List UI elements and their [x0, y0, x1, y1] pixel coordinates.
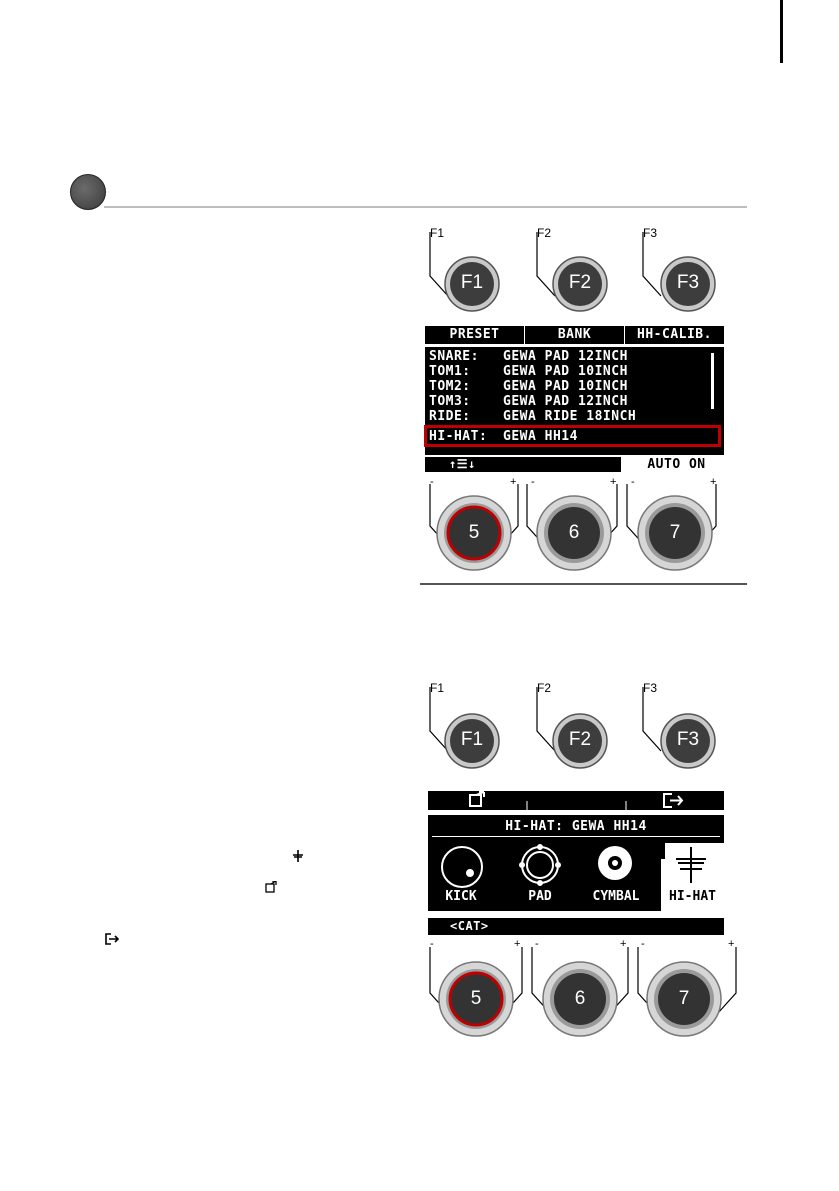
- section-bullet: [70, 174, 106, 210]
- icon-bar-graphics: [428, 791, 724, 810]
- knob-7-plus: +: [710, 476, 717, 488]
- tab-bank[interactable]: BANK: [524, 326, 624, 344]
- hihat-small-icon: [292, 850, 304, 862]
- list-item-pad: GEWA PAD 12INCH: [503, 349, 628, 364]
- kick-icon: [442, 847, 482, 887]
- device-panel-2: [424, 681, 734, 1051]
- list-item-pad: GEWA RIDE 18INCH: [503, 409, 637, 420]
- icon-bar: [428, 791, 724, 810]
- open-small-icon: [265, 881, 277, 893]
- knob-7-minus: -: [631, 476, 635, 488]
- category-selector[interactable]: <CAT>: [428, 918, 724, 935]
- f2-button[interactable]: F2: [568, 729, 592, 750]
- f3-label: F3: [643, 226, 658, 240]
- list-item-ride[interactable]: [429, 409, 636, 420]
- list-item-pad: GEWA PAD 10INCH: [503, 379, 628, 394]
- f2-label: F2: [537, 226, 552, 240]
- category-kick[interactable]: KICK: [445, 889, 477, 904]
- list-item-name: TOM2:: [429, 379, 471, 394]
- cymbal-icon: [598, 846, 632, 880]
- auto-status[interactable]: AUTO ON: [629, 456, 724, 473]
- page-corner-line: [780, 0, 783, 63]
- tab-bar: [425, 326, 724, 344]
- instrument-header: HI-HAT: GEWA HH14: [505, 819, 647, 834]
- knob-6[interactable]: 6: [574, 988, 586, 1009]
- f1-label: F1: [430, 226, 445, 240]
- list-item-name: SNARE:: [429, 349, 479, 364]
- knob-5-minus: -: [430, 476, 434, 488]
- list-item-pad: GEWA PAD 12INCH: [503, 394, 628, 409]
- knob-7[interactable]: 7: [678, 988, 690, 1009]
- tab-preset[interactable]: PRESET: [449, 327, 500, 342]
- f3-button[interactable]: F3: [676, 272, 700, 293]
- panel-divider: [420, 583, 747, 585]
- category-pad[interactable]: PAD: [528, 889, 552, 904]
- category-screen: [428, 815, 724, 911]
- f1-button[interactable]: F1: [460, 272, 484, 293]
- section-divider: [104, 206, 747, 208]
- exit-small-icon: [105, 933, 119, 945]
- list-item-name: TOM1:: [429, 364, 471, 379]
- list-item-tom3[interactable]: [429, 394, 628, 409]
- knob-7[interactable]: 7: [669, 522, 681, 543]
- f1-label: F1: [430, 681, 445, 695]
- f3-label: F3: [643, 681, 658, 695]
- knob-6-plus: +: [610, 476, 617, 488]
- knob-6[interactable]: 6: [568, 522, 580, 543]
- f2-label: F2: [537, 681, 552, 695]
- tab-hh-calib[interactable]: HH-CALIB.: [624, 326, 724, 344]
- list-item-pad: GEWA PAD 10INCH: [503, 364, 628, 379]
- f2-button[interactable]: F2: [568, 272, 592, 293]
- category-hihat[interactable]: HI-HAT: [669, 889, 716, 904]
- knob-5-minus: -: [430, 938, 434, 950]
- list-item-name: RIDE:: [429, 409, 471, 420]
- exit-icon: [664, 794, 682, 807]
- knob-5[interactable]: 5: [470, 988, 482, 1009]
- knob-5-plus: +: [510, 476, 517, 488]
- list-item-name: TOM3:: [429, 394, 471, 409]
- list-item-tom1[interactable]: [429, 364, 628, 379]
- knob-5-plus: +: [514, 938, 521, 950]
- knob-7-minus: -: [641, 938, 645, 950]
- scroll-indicator: ↑☰↓: [425, 457, 621, 472]
- knob-7-plus: +: [728, 938, 735, 950]
- device-panel-1: [424, 226, 734, 596]
- list-item-pad: GEWA HH14: [503, 429, 578, 444]
- selection-highlight: [424, 425, 721, 447]
- open-icon: [470, 792, 484, 806]
- list-scrollbar[interactable]: [711, 353, 714, 409]
- knob-6-minus: -: [535, 938, 539, 950]
- knob-5[interactable]: 5: [468, 522, 480, 543]
- knob-6-minus: -: [531, 476, 535, 488]
- pad-icon: [520, 845, 560, 885]
- list-item-tom2[interactable]: [429, 379, 628, 394]
- list-item-snare[interactable]: [429, 349, 628, 364]
- list-item-name: HI-HAT:: [429, 429, 488, 444]
- f1-button[interactable]: F1: [460, 729, 484, 750]
- f3-button[interactable]: F3: [676, 729, 700, 750]
- knob-6-plus: +: [620, 938, 627, 950]
- category-cymbal[interactable]: CYMBAL: [592, 889, 640, 904]
